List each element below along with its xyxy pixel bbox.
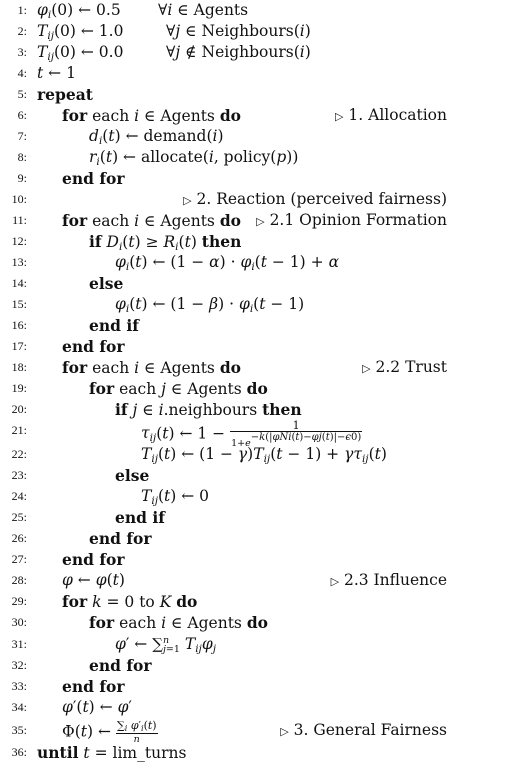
line-code: $\varphi_i(0)$ ← 0.5 [37, 1, 121, 21]
algo-line-13 [0, 252, 527, 273]
line-number: 9: [17, 171, 27, 185]
line-number: 7: [17, 129, 27, 143]
line-number: 12: [11, 234, 27, 248]
line-number: 25: [11, 510, 27, 524]
line-code: $d_i(t)$ ← demand(i) [89, 127, 224, 147]
line-code: if $D_i(t) \ge R_i(t)$ then [89, 232, 242, 253]
line-code: φ ← φ(t) [62, 571, 125, 589]
algo-line-28 [0, 570, 527, 591]
line-comment: ▷ 2.2 Trust [362, 358, 447, 376]
line-number: 29: [11, 594, 27, 608]
line-code: end for [62, 337, 125, 356]
algo-line-4 [0, 63, 527, 84]
algo-line-31 [0, 634, 527, 655]
line-comment: ▷ 2.3 Influence [330, 571, 447, 589]
line-number: 21: [11, 423, 27, 437]
algo-line-9 [0, 168, 527, 189]
line-code: else [89, 274, 124, 293]
algo-line-34 [0, 697, 527, 718]
line-number: 17: [11, 339, 27, 353]
algo-line-5 [0, 84, 527, 105]
algo-line-12 [0, 231, 527, 252]
line-code: $\tau_{ij}(t)$ ← 1 − $\frac{1}{\text{1+e−k(|φNi(t)−φj(t)|−ϵ0)}}$ [141, 419, 362, 449]
line-number: 8: [17, 150, 27, 164]
line-number: 1: [17, 3, 27, 17]
algo-line-1 [0, 0, 527, 21]
algo-line-19 [0, 378, 527, 399]
algo-line-27 [0, 549, 527, 570]
line-number: 31: [11, 637, 27, 651]
line-number: 16: [11, 318, 27, 332]
line-code: end for [89, 529, 152, 548]
line-code: repeat [37, 85, 93, 104]
line-code: until t = lim_turns [37, 743, 187, 762]
algo-line-25 [0, 507, 527, 528]
line-code: end for [62, 677, 125, 696]
line-number: 15: [11, 297, 27, 311]
line-number: 11: [12, 213, 27, 227]
line-code: $T_{ij}(0)$ ← 1.0 [37, 22, 124, 42]
line-number: 19: [11, 381, 27, 395]
line-code: if j ∈ i.neighbours then [115, 400, 302, 419]
algo-line-2 [0, 21, 527, 42]
line-condition: ∀i ∈ Agents [158, 1, 249, 19]
algo-line-16 [0, 315, 527, 336]
algo-line-22 [0, 444, 527, 465]
algo-line-24 [0, 486, 527, 507]
algo-line-10 [0, 189, 527, 210]
algo-line-20 [0, 399, 527, 420]
line-code: φ′ ← ∑ n j=1 $T_{ij}\varphi_j$ [115, 634, 216, 655]
line-number: 33: [11, 679, 27, 693]
line-comment: ▷ 2.1 Opinion Formation [256, 211, 447, 229]
line-code: $r_i(t)$ ← allocate(i, policy(p)) [89, 148, 299, 168]
line-code: $T_{ij}(0)$ ← 0.0 [37, 43, 124, 63]
algo-line-11 [0, 210, 527, 231]
line-code: for each i ∈ Agents do [62, 211, 242, 230]
line-code: end if [89, 316, 139, 335]
line-code: for each i ∈ Agents do [89, 613, 269, 632]
algo-line-23 [0, 465, 527, 486]
line-number: 28: [11, 573, 27, 587]
line-number: 14: [11, 276, 27, 290]
line-number: 3: [17, 45, 27, 59]
algo-line-3 [0, 42, 527, 63]
line-code: end for [89, 656, 152, 675]
line-code: for k = 0 to K do [62, 592, 198, 611]
line-number: 34: [11, 700, 27, 714]
line-number: 27: [11, 552, 27, 566]
line-number: 13: [11, 255, 27, 269]
line-code: $\varphi_i(t)$ ← $(1 - \beta) \cdot \varphi_i(t - 1)$ [115, 295, 305, 315]
algo-line-26 [0, 528, 527, 549]
algo-line-17 [0, 336, 527, 357]
line-code: $T_{ij}(t)$ ← $(1 - \gamma)T_{ij}(t - 1) + \gamma\tau_{ij}(t)$ [141, 445, 387, 465]
line-number: 20: [11, 402, 27, 416]
line-number: 4: [17, 66, 27, 80]
line-comment: ▷ 2. Reaction (perceived fairness) [183, 190, 447, 208]
algo-line-7 [0, 126, 527, 147]
line-code: $T_{ij}(t)$ ← 0 [141, 487, 210, 507]
line-condition: ∀j ∉ Neighbours(i) [166, 43, 311, 61]
line-code: end if [115, 508, 165, 527]
line-number: 22: [11, 447, 27, 461]
line-number: 18: [11, 360, 27, 374]
line-code: for each i ∈ Agents do [62, 106, 242, 125]
line-code: else [115, 466, 150, 485]
line-number: 26: [11, 531, 27, 545]
algo-line-18 [0, 357, 527, 378]
algo-line-14 [0, 273, 527, 294]
line-number: 2: [17, 24, 27, 38]
line-number: 36: [11, 745, 27, 759]
line-number: 23: [11, 468, 27, 482]
line-code: t ← 1 [37, 64, 76, 82]
line-code: end for [62, 169, 125, 188]
algo-line-30 [0, 612, 527, 633]
line-comment: ▷ 3. General Fairness [280, 721, 447, 739]
algo-line-35 [0, 719, 527, 745]
trust-fraction: $\frac{1}{\text{1+e−k(|φNi(t)−φj(t)|−ϵ0)}}$ [231, 419, 362, 449]
algo-line-6 [0, 105, 527, 126]
line-number: 30: [11, 615, 27, 629]
line-number: 32: [11, 658, 27, 672]
line-number: 10: [11, 192, 27, 206]
algo-line-8 [0, 147, 527, 168]
line-code: for each i ∈ Agents do [62, 358, 242, 377]
algo-line-29 [0, 591, 527, 612]
line-number: 35: [11, 723, 27, 737]
algo-line-33 [0, 676, 527, 697]
line-number: 6: [17, 108, 27, 122]
line-code: φ′(t) ← φ′ [62, 698, 132, 716]
algo-line-21 [0, 419, 527, 449]
line-code: $\varphi_i(t)$ ← $(1 - \alpha) \cdot \varphi_i(t - 1) + \alpha$ [115, 253, 340, 273]
algo-line-36 [0, 742, 527, 763]
algo-line-15 [0, 294, 527, 315]
line-number: 5: [17, 87, 27, 101]
line-condition: ∀j ∈ Neighbours(i) [166, 22, 311, 40]
line-code: end for [62, 550, 125, 569]
line-comment: ▷ 1. Allocation [335, 106, 447, 124]
line-code: for each j ∈ Agents do [89, 379, 268, 398]
line-number: 24: [11, 489, 27, 503]
line-code: Φ(t) ← $\frac{\text{∑i φ′i(t)}}{n}$ [62, 719, 157, 745]
algo-line-32 [0, 655, 527, 676]
fairness-fraction: $\frac{\text{∑i φ′i(t)}}{n}$ [116, 719, 157, 745]
